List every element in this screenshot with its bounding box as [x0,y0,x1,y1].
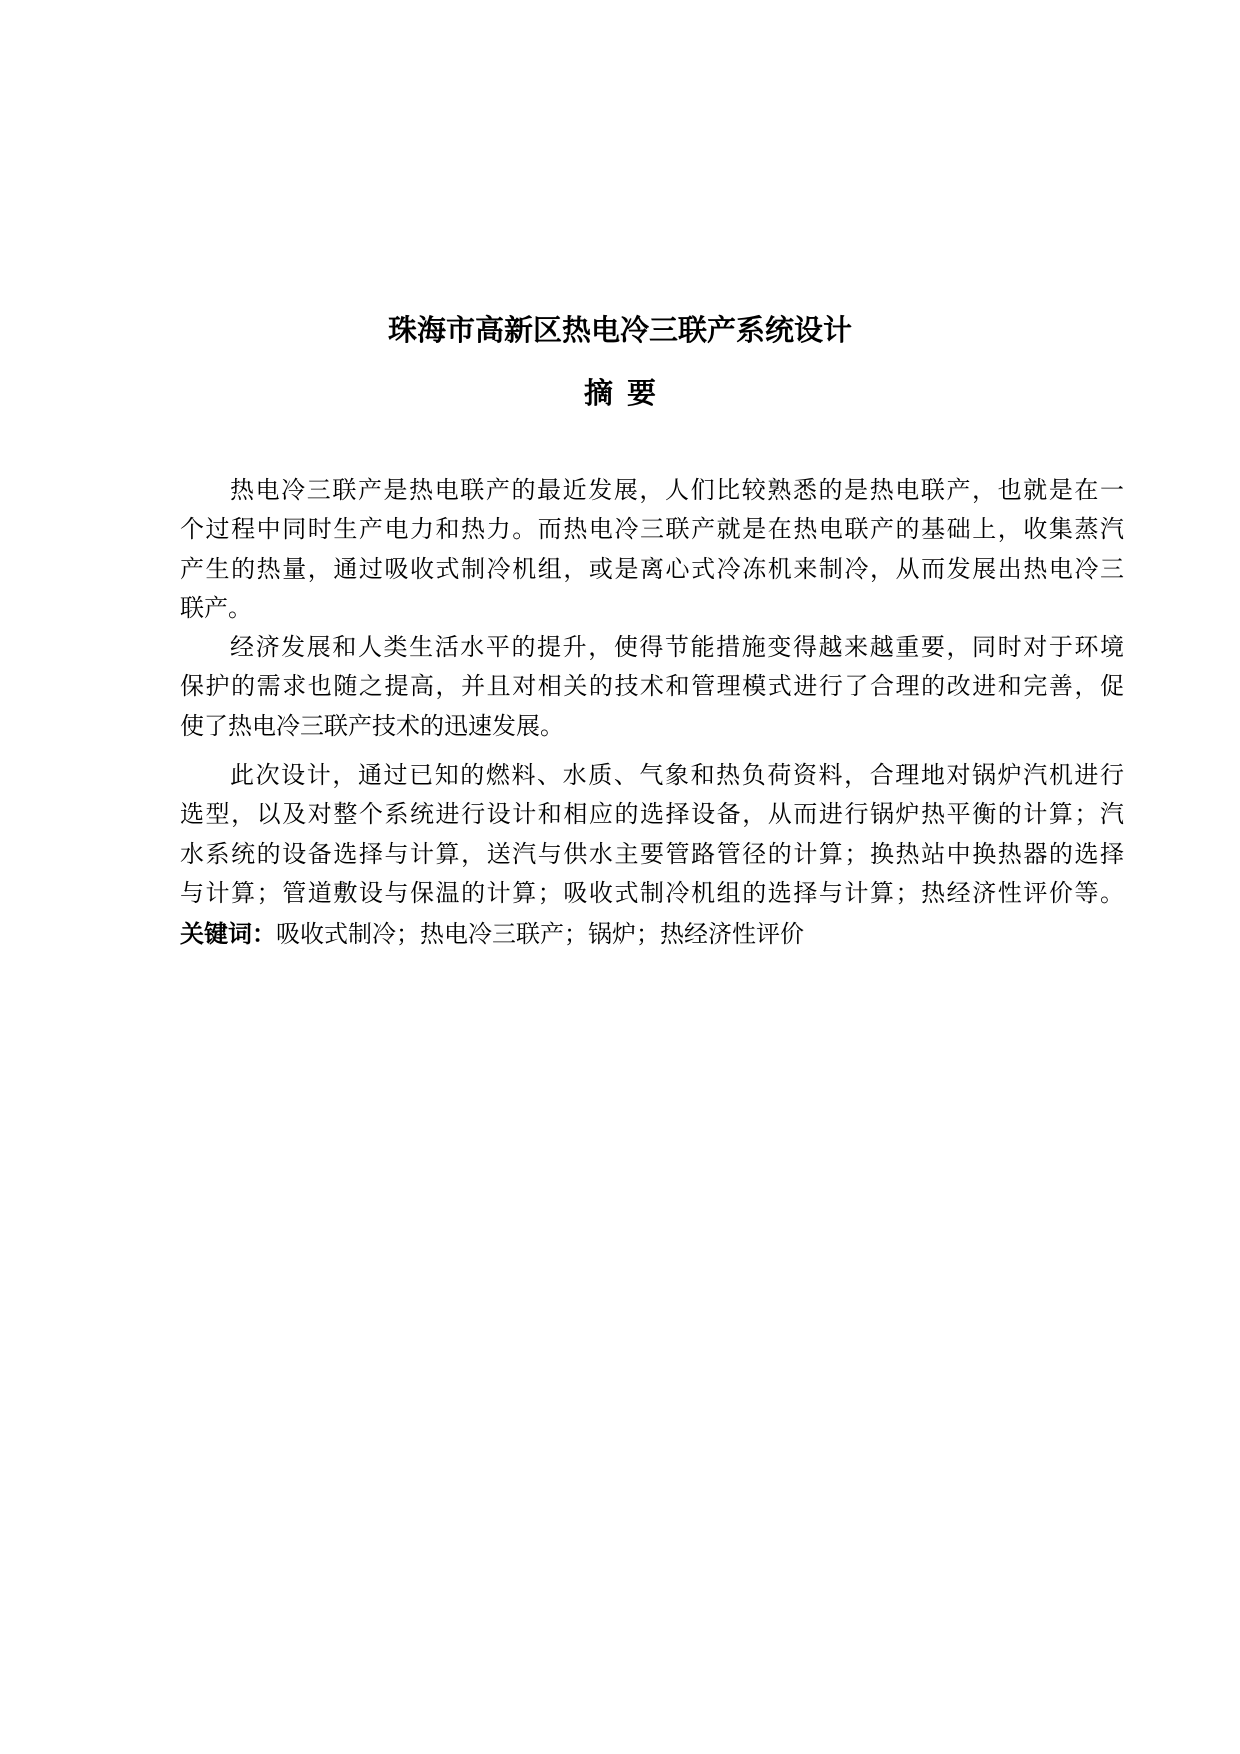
text-line: 保护的需求也随之提高，并且对相关的技术和管理模式进行了合理的改进和完善，促 [180,672,1124,701]
keywords-text: 吸收式制冷；热电冷三联产；锅炉；热经济性评价 [276,919,804,948]
text-line: 使了热电冷三联产技术的迅速发展。 [180,711,564,740]
text-line: 水系统的设备选择与计算，送汽与供水主要管路管径的计算；换热站中换热器的选择 [180,839,1124,868]
abstract-heading: 摘要 [583,376,670,410]
text-line: 与计算；管道敷设与保温的计算；吸收式制冷机组的选择与计算；热经济性评价等。 [180,879,1124,908]
keywords-label: 关键词： [180,918,276,948]
text-line: 此次设计，通过已知的燃料、水质、气象和热负荷资料，合理地对锅炉汽机进行 [230,761,1124,789]
text-line: 产生的热量，通过吸收式制冷机组，或是离心式冷冻机来制冷，从而发展出热电冷三 [180,554,1124,583]
text-line: 联产。 [180,594,252,623]
document-title: 珠海市高新区热电冷三联产系统设计 [387,313,852,347]
abstract-paragraph-2 [180,628,1124,746]
text-line: 选型，以及对整个系统进行设计和相应的选择设备，从而进行锅炉热平衡的计算；汽 [180,800,1124,829]
text-line: 热电冷三联产是热电联产的最近发展，人们比较熟悉的是热电联产，也就是在一 [230,476,1124,504]
text-line: 个过程中同时生产电力和热力。而热电冷三联产就是在热电联产的基础上，收集蒸汽 [180,515,1124,544]
keywords-line [180,914,1124,953]
text-line: 经济发展和人类生活水平的提升，使得节能措施变得越来越重要，同时对于环境 [230,633,1124,661]
abstract-paragraph-1 [180,471,1124,629]
abstract-paragraph-3 [180,756,1124,953]
